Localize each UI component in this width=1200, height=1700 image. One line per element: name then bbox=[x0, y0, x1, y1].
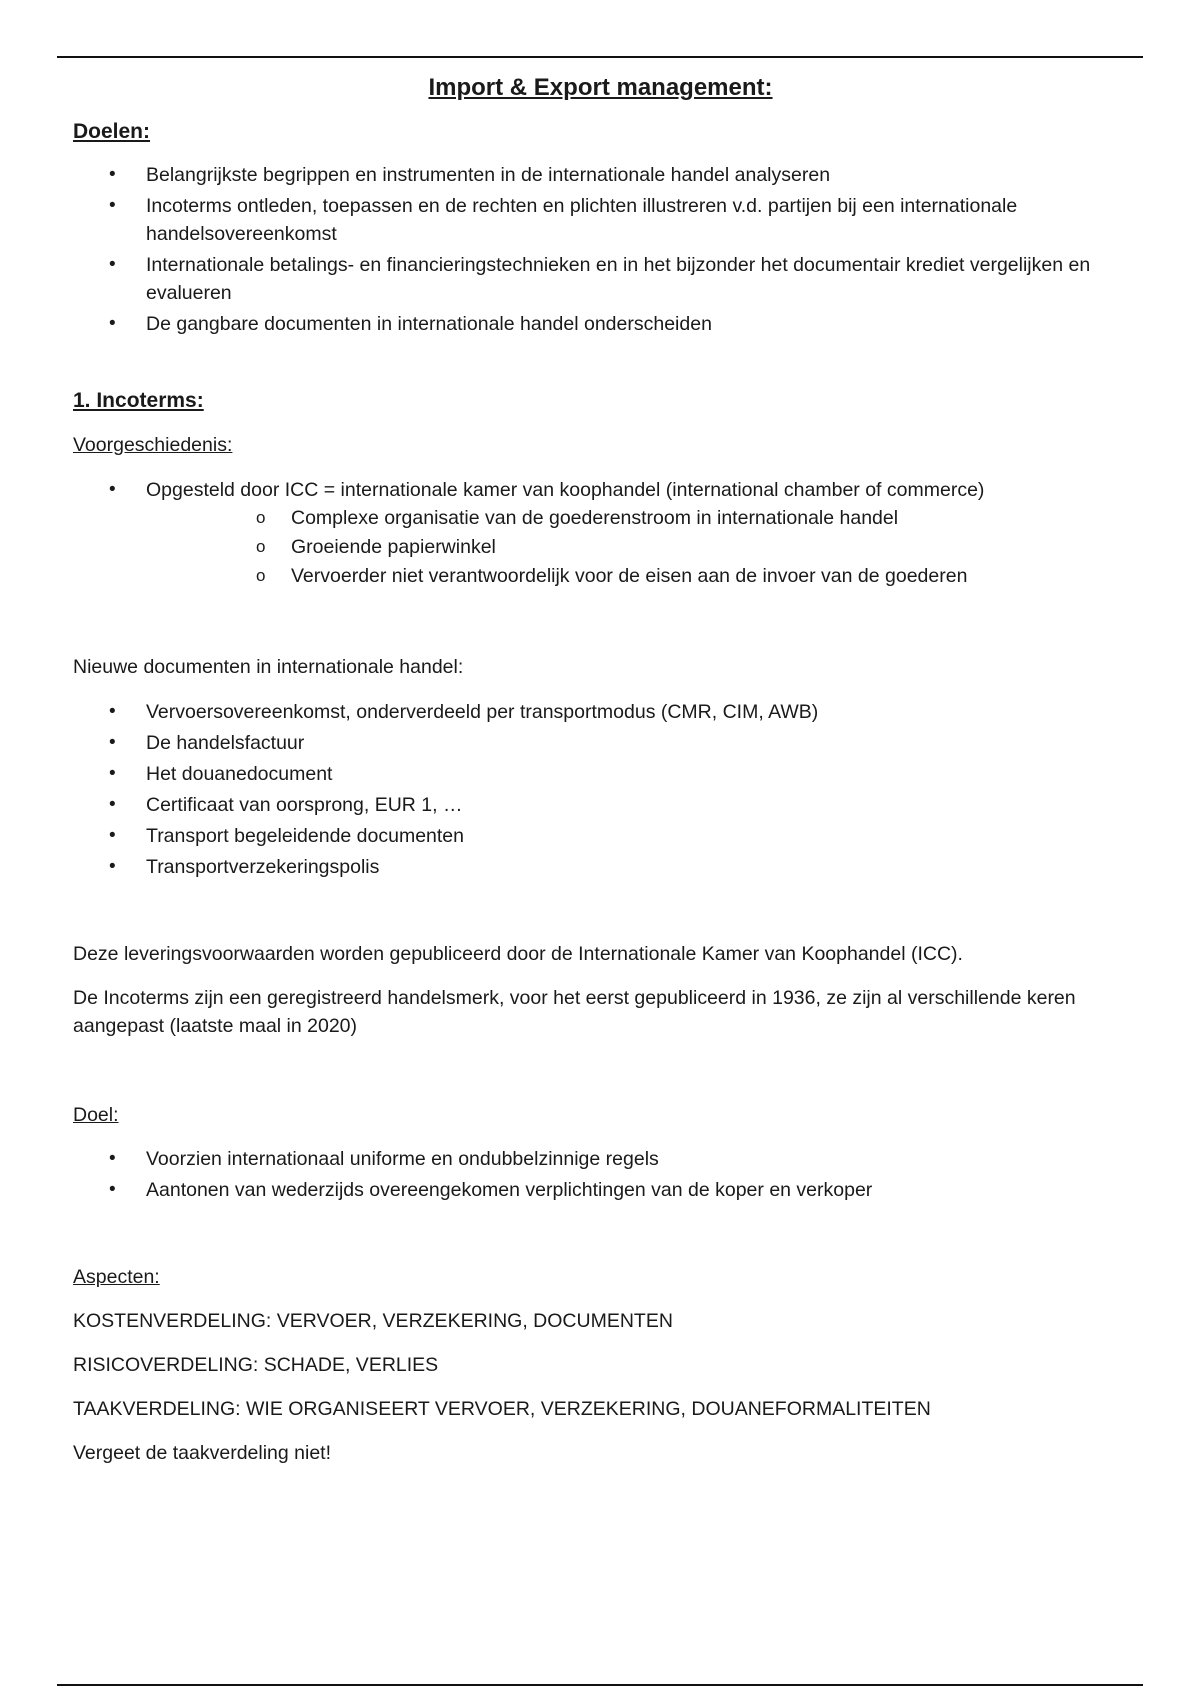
list-item: • Transport begeleidende documenten bbox=[73, 822, 1128, 850]
list-item: • Transportverzekeringspolis bbox=[73, 853, 1128, 881]
doelen-list bbox=[73, 161, 1128, 338]
bullet-icon: • bbox=[109, 479, 116, 500]
list-item: o Groeiende papierwinkel bbox=[73, 533, 1128, 561]
circle-bullet-icon: o bbox=[256, 566, 266, 585]
paragraph-trademark: De Incoterms zijn een geregistreerd handelsmerk, voor het eerst gepubliceerd in 1936, ze zijn al verschillende keren aangepast (laatste maal in 2020) bbox=[73, 987, 1076, 1037]
list-item: • De handelsfactuur bbox=[73, 729, 1128, 757]
doelen-heading: Doelen: bbox=[73, 120, 151, 143]
aspect-line-risico: RISICOVERDELING: SCHADE, VERLIES bbox=[73, 1354, 439, 1376]
bullet-icon: • bbox=[109, 794, 116, 815]
nieuwe-documenten-list bbox=[73, 698, 1128, 881]
list-item: • Opgesteld door ICC = internationale kamer van koophandel (international chamber of commerce) bbox=[73, 476, 1128, 504]
list-item: • Internationale betalings- en financieringstechnieken en in het bijzonder het documentair krediet vergelijken en evalueren bbox=[73, 251, 1128, 307]
aspect-line-reminder: Vergeet de taakverdeling niet! bbox=[73, 1442, 332, 1464]
bullet-icon: • bbox=[109, 732, 116, 753]
list-item: • Belangrijkste begrippen en instrumenten in de internationale handel analyseren bbox=[73, 161, 1128, 189]
bullet-icon: • bbox=[109, 1179, 116, 1200]
bottom-rule bbox=[57, 1684, 1143, 1686]
voorgeschiedenis-heading: Voorgeschiedenis: bbox=[73, 434, 233, 456]
doel-heading: Doel: bbox=[73, 1104, 119, 1126]
list-item: • Vervoersovereenkomst, onderverdeeld per transportmodus (CMR, CIM, AWB) bbox=[73, 698, 1128, 726]
bullet-icon: • bbox=[109, 856, 116, 877]
bullet-icon: • bbox=[109, 195, 116, 216]
bullet-icon: • bbox=[109, 254, 116, 275]
list-item: • Aantonen van wederzijds overeengekomen verplichtingen van de koper en verkoper bbox=[73, 1176, 1128, 1204]
list-item: • Certificaat van oorsprong, EUR 1, … bbox=[73, 791, 1128, 819]
circle-bullet-icon: o bbox=[256, 508, 266, 527]
bullet-icon: • bbox=[109, 701, 116, 722]
bullet-icon: • bbox=[109, 164, 116, 185]
list-item: o Vervoerder niet verantwoordelijk voor de eisen aan de invoer van de goederen bbox=[73, 562, 1128, 590]
bullet-icon: • bbox=[109, 825, 116, 846]
list-item: • De gangbare documenten in internationale handel onderscheiden bbox=[73, 310, 1128, 338]
bullet-icon: • bbox=[109, 1148, 116, 1169]
list-item: • Het douanedocument bbox=[73, 760, 1128, 788]
document-title: Import & Export management: bbox=[428, 74, 773, 101]
voorgeschiedenis-sublist bbox=[73, 504, 1128, 590]
nieuwe-documenten-heading: Nieuwe documenten in internationale handel: bbox=[73, 656, 464, 678]
doel-list bbox=[73, 1145, 1128, 1204]
circle-bullet-icon: o bbox=[256, 537, 266, 556]
aspecten-heading: Aspecten: bbox=[73, 1266, 160, 1288]
top-rule bbox=[57, 56, 1143, 58]
bullet-icon: • bbox=[109, 313, 116, 334]
incoterms-heading: 1. Incoterms: bbox=[73, 389, 204, 412]
aspect-line-kosten: KOSTENVERDELING: VERVOER, VERZEKERING, DOCUMENTEN bbox=[73, 1310, 673, 1332]
list-item: • Voorzien internationaal uniforme en ondubbelzinnige regels bbox=[73, 1145, 1128, 1173]
list-item: o Complexe organisatie van de goederenstroom in internationale handel bbox=[73, 504, 1128, 532]
document-page bbox=[73, 72, 1128, 1467]
list-item: • Incoterms ontleden, toepassen en de rechten en plichten illustreren v.d. partijen bij een internationale handelsovereenkomst bbox=[73, 192, 1128, 248]
paragraph-icc: Deze leveringsvoorwaarden worden gepubliceerd door de Internationale Kamer van Koophandel (ICC). bbox=[73, 943, 963, 965]
bullet-icon: • bbox=[109, 763, 116, 784]
aspect-line-taak: TAAKVERDELING: WIE ORGANISEERT VERVOER, VERZEKERING, DOUANEFORMALITEITEN bbox=[73, 1398, 931, 1420]
voorgeschiedenis-list bbox=[73, 476, 1128, 504]
